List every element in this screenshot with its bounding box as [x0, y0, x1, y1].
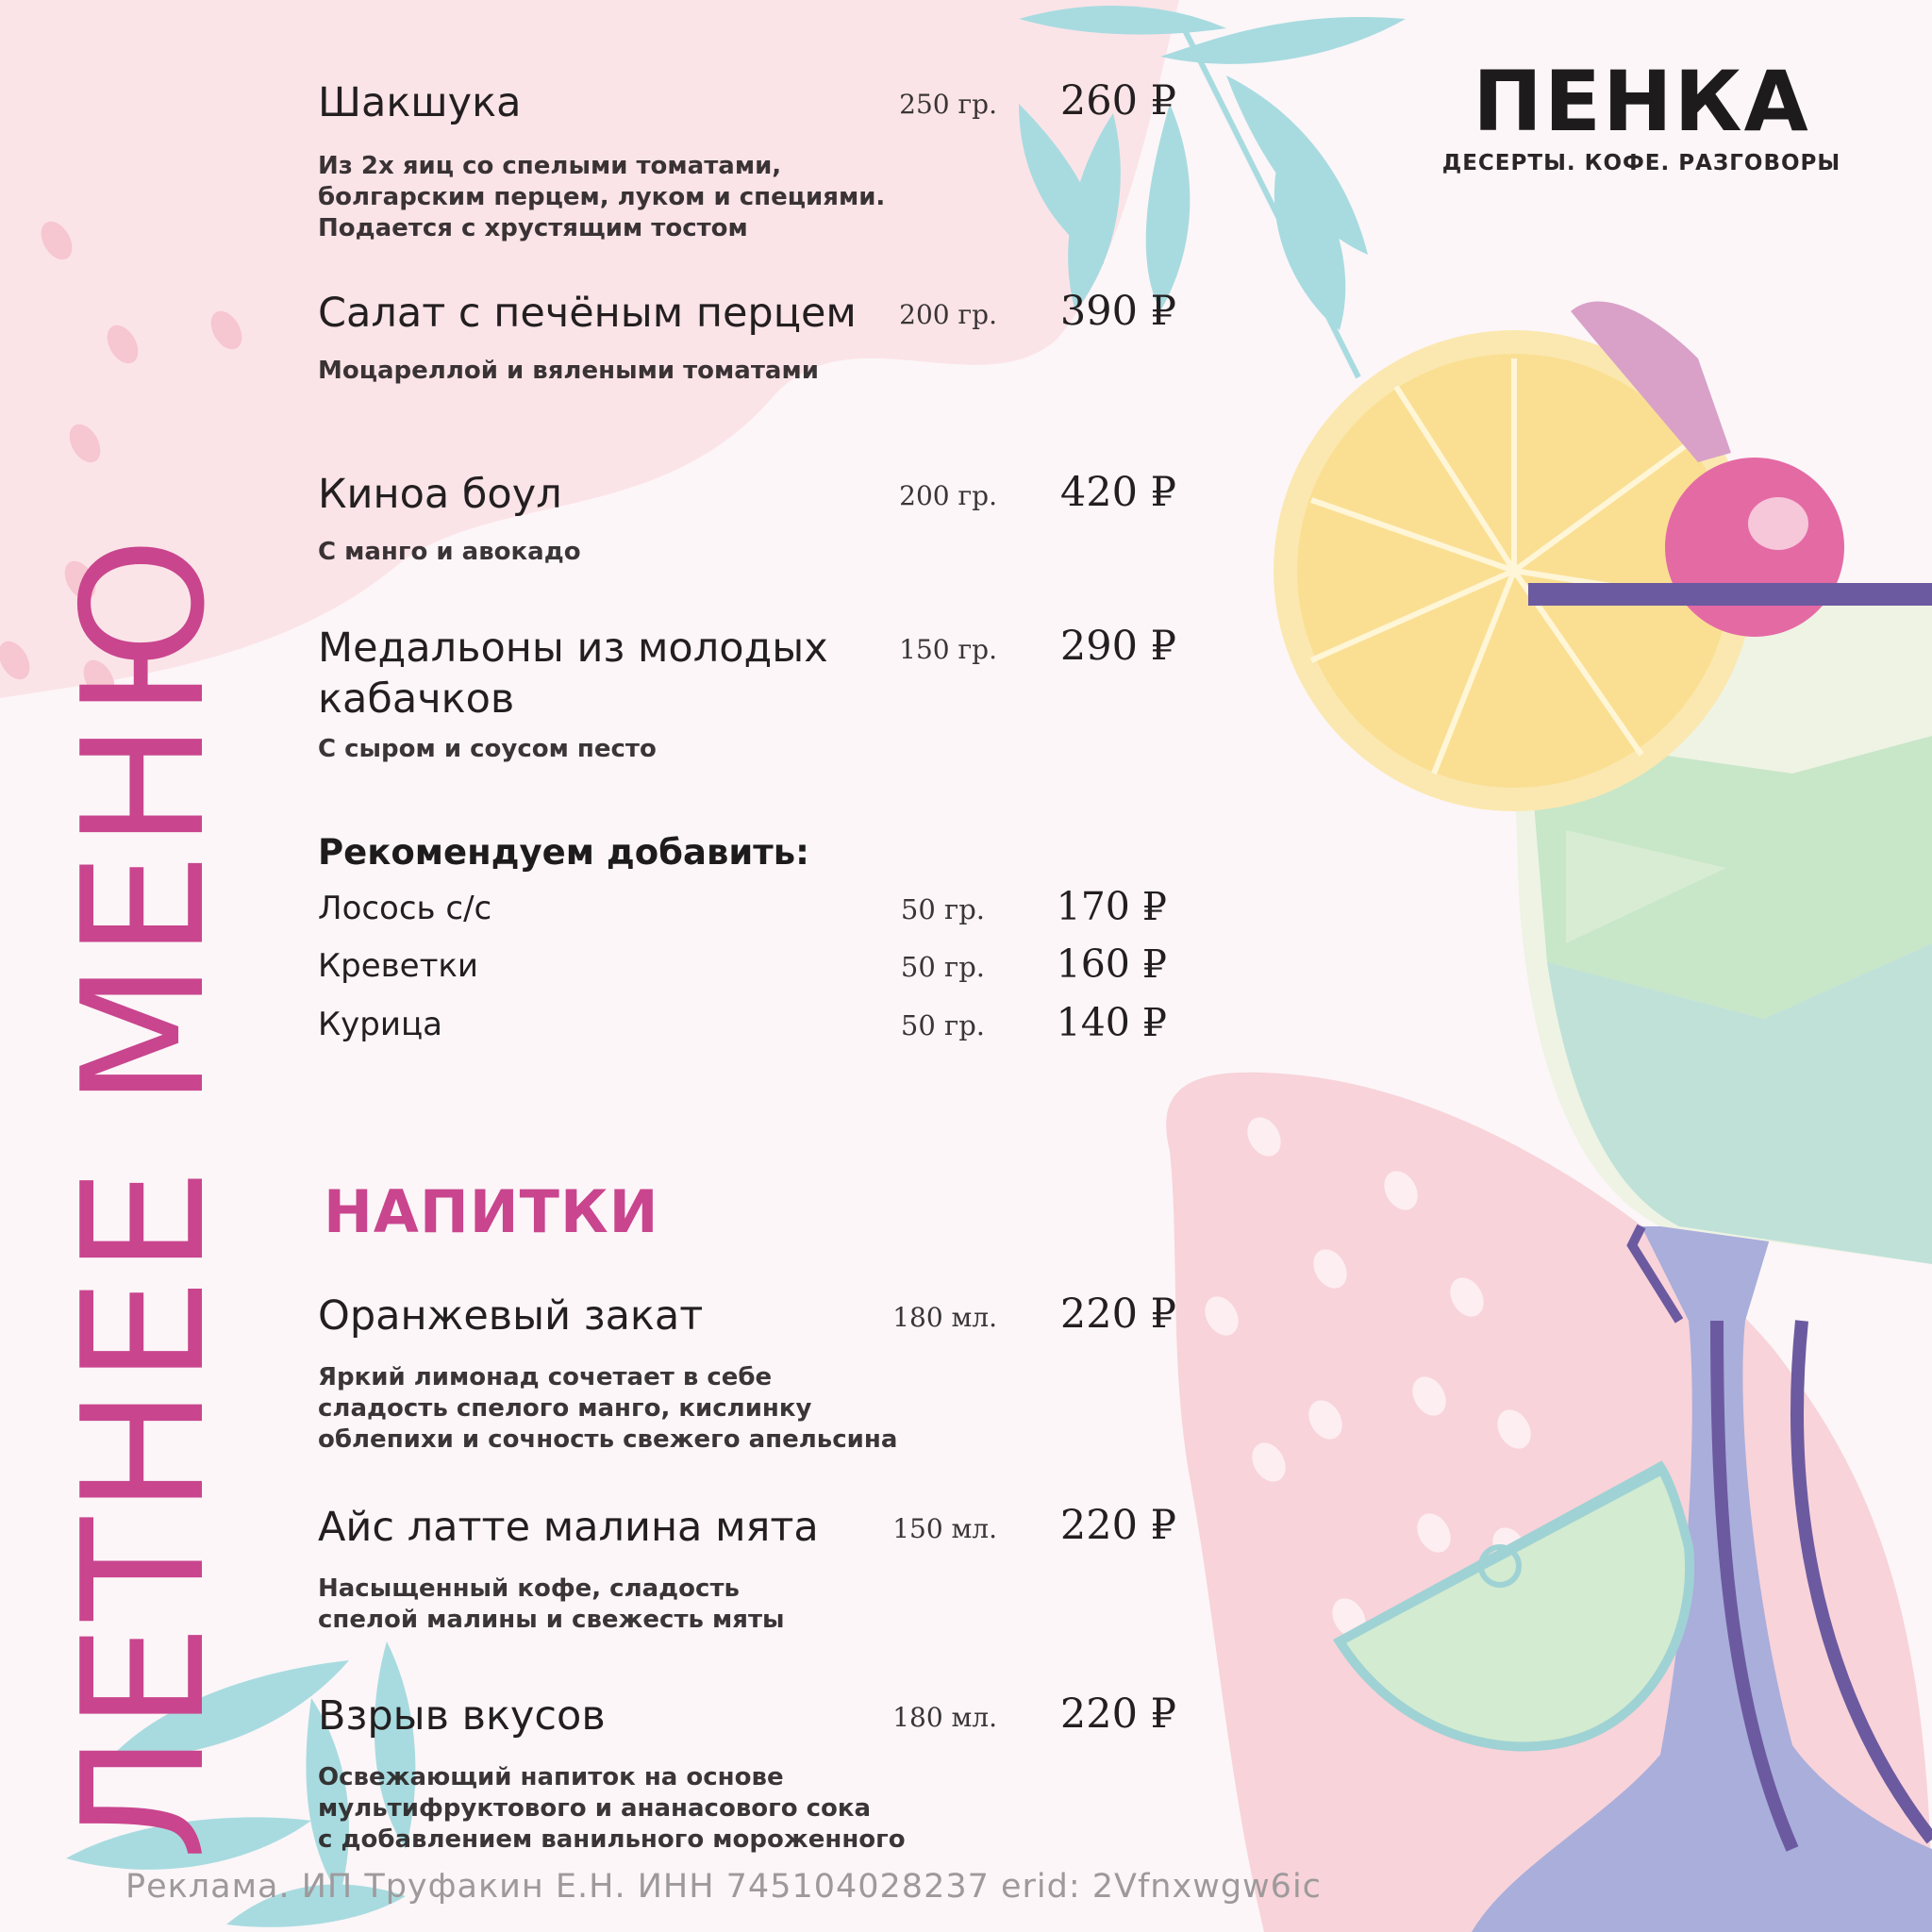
item-weight: 150 гр. [899, 634, 997, 665]
menu-item [318, 288, 1176, 387]
item-volume: 150 мл. [892, 1513, 997, 1544]
addon-price: 170 ₽ [1056, 884, 1167, 929]
addon-name: Креветки [318, 947, 479, 985]
glass-rim [1528, 583, 1932, 606]
addon-weight: 50 гр. [900, 1009, 985, 1041]
item-description: Яркий лимонад сочетает в себе сладость спелого манго, кислинку облепихи и сочность свежего апельсина [318, 1363, 898, 1454]
menu-item [318, 469, 1176, 568]
menu-title-vertical: ЛЕТНЕЕ МЕНЮ [46, 533, 242, 1860]
cherry [1665, 458, 1844, 637]
item-price: 260 ₽ [1059, 77, 1176, 125]
addon-item [318, 941, 1167, 994]
item-description: Освежающий напиток на основе мультифруктового и ананасового сока с добавлением ванильного мороженного [318, 1763, 906, 1854]
addon-weight: 50 гр. [900, 893, 985, 925]
item-price: 420 ₽ [1059, 469, 1176, 516]
addon-price: 160 ₽ [1056, 941, 1167, 987]
item-description: Из 2х яиц со спелыми томатами, болгарским перцем, луком и специями. Подается с хрустящим тостом [318, 152, 886, 242]
ad-disclaimer: Реклама. ИП Труфакин Е.Н. ИНН 745104028237 erid: 2Vfnxwgw6ic [125, 1868, 1322, 1906]
item-name: Медальоны из молодых кабачков [318, 625, 828, 723]
menu-item [318, 623, 1176, 765]
addons-title: Рекомендуем добавить: [318, 832, 809, 873]
item-name: Киноа боул [318, 471, 562, 518]
item-weight: 200 гр. [899, 299, 997, 330]
drink-item [318, 1690, 1176, 1856]
brand-tagline: ДЕСЕРТЫ. КОФЕ. РАЗГОВОРЫ [1441, 151, 1841, 175]
item-price: 290 ₽ [1059, 623, 1176, 670]
item-price: 390 ₽ [1059, 288, 1176, 335]
brand-logo [1434, 55, 1849, 175]
drink-item [318, 1291, 1176, 1456]
brand-name: ПЕНКА [1473, 53, 1810, 150]
addon-name: Курица [318, 1006, 442, 1043]
item-name: Взрыв вкусов [318, 1692, 606, 1740]
item-description: Насыщенный кофе, сладость спелой малины и свежесть мяты [318, 1574, 785, 1634]
menu-item [318, 77, 1176, 244]
item-volume: 180 мл. [892, 1302, 997, 1333]
item-price: 220 ₽ [1059, 1690, 1176, 1738]
item-name: Шакшука [318, 79, 522, 126]
addon-name: Лосось с/с [318, 890, 492, 927]
item-name: Айс латте малина мята [318, 1504, 819, 1551]
item-name: Салат с печёным перцем [318, 290, 857, 337]
item-name: Оранжевый закат [318, 1292, 704, 1340]
addon-item [318, 884, 1167, 937]
item-price: 220 ₽ [1059, 1291, 1176, 1338]
item-description: С сыром и соусом песто [318, 735, 657, 763]
item-description: Моцареллой и вялеными томатами [318, 357, 819, 385]
item-volume: 180 мл. [892, 1702, 997, 1733]
drinks-section-title: НАПИТКИ [324, 1177, 659, 1246]
item-price: 220 ₽ [1059, 1502, 1176, 1549]
addon-item [318, 1000, 1167, 1053]
addon-price: 140 ₽ [1056, 1000, 1167, 1045]
item-description: С манго и авокадо [318, 538, 581, 566]
item-weight: 250 гр. [899, 89, 997, 120]
drink-item [318, 1502, 1176, 1636]
addon-weight: 50 гр. [900, 951, 985, 983]
item-weight: 200 гр. [899, 480, 997, 511]
